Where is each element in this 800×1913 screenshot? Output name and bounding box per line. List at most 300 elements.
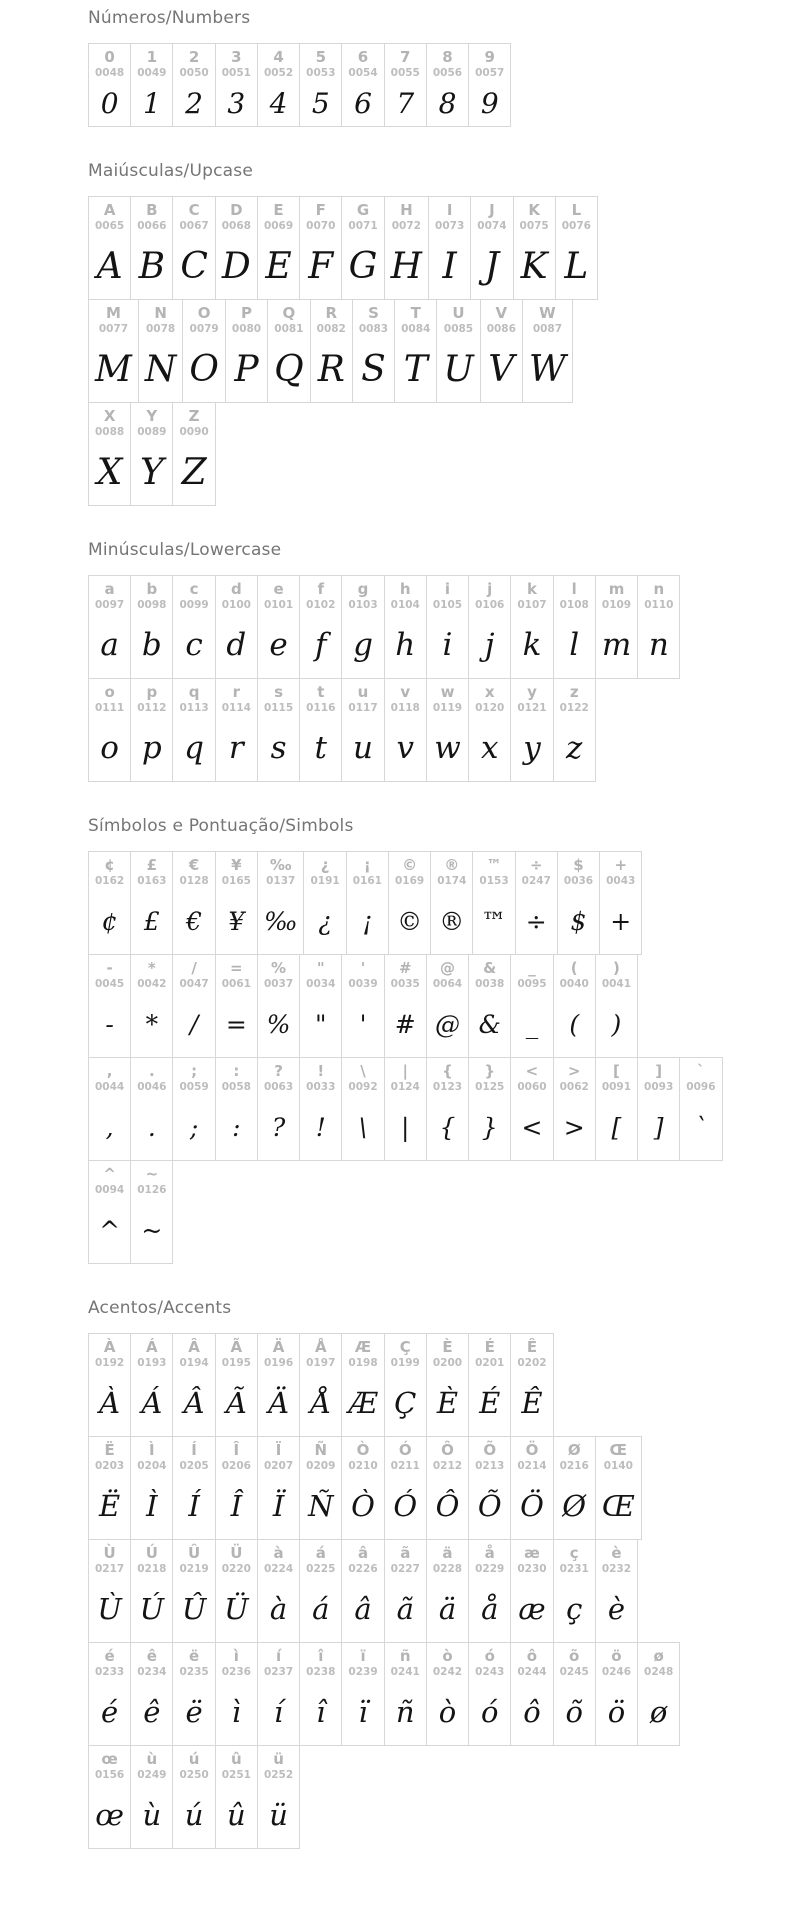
cell-unicode-label: 0162 xyxy=(95,874,125,887)
cell-glyph-preview: è xyxy=(607,1592,626,1627)
font-sections xyxy=(88,8,760,1849)
glyph-cell xyxy=(257,575,300,679)
cell-character-label: ¥ xyxy=(231,856,242,874)
section-numbers xyxy=(88,8,760,127)
cell-character-label: B xyxy=(146,201,158,219)
cell-character-label: E xyxy=(273,201,284,219)
cell-glyph-preview: Z xyxy=(181,451,207,493)
cell-unicode-label: 0084 xyxy=(401,322,431,335)
cell-unicode-label: 0224 xyxy=(263,1562,294,1575)
cell-glyph-preview: í xyxy=(273,1695,284,1730)
cell-unicode-label: 0039 xyxy=(348,977,378,990)
cell-glyph-preview: # xyxy=(394,1010,416,1040)
cell-unicode-label: 0116 xyxy=(306,701,336,714)
glyph-cell xyxy=(215,678,258,782)
cell-character-label: ( xyxy=(570,959,578,977)
cell-character-label: p xyxy=(146,683,158,701)
glyph-cell xyxy=(130,1160,173,1264)
cell-character-label: t xyxy=(317,683,325,701)
cell-character-label: & xyxy=(483,959,497,977)
glyph-cell xyxy=(555,196,598,300)
cell-glyph-preview: ) xyxy=(611,1010,622,1040)
cell-glyph-preview: ! xyxy=(315,1113,326,1143)
cell-glyph-preview: ä xyxy=(438,1592,457,1627)
cell-character-label: z xyxy=(569,683,579,701)
cell-unicode-label: 0229 xyxy=(475,1562,505,1575)
glyph-cell xyxy=(384,43,427,127)
glyph-cell xyxy=(88,1057,131,1161)
glyph-cell xyxy=(426,1436,469,1540)
glyph-cell xyxy=(130,1745,173,1849)
cell-unicode-label: 0232 xyxy=(601,1562,632,1575)
cell-character-label: 7 xyxy=(400,48,411,66)
glyph-cell xyxy=(182,299,226,403)
glyph-cell xyxy=(130,954,173,1058)
cell-glyph-preview: B xyxy=(138,245,166,287)
cell-character-label: œ xyxy=(101,1750,118,1768)
cell-unicode-label: 0195 xyxy=(221,1356,251,1369)
cell-unicode-label: 0062 xyxy=(559,1080,589,1093)
glyph-cell xyxy=(88,402,131,506)
cell-character-label: å xyxy=(484,1544,495,1562)
cell-glyph-preview: , xyxy=(105,1113,114,1143)
glyph-cell xyxy=(172,43,215,127)
cell-glyph-preview: ' xyxy=(359,1010,367,1040)
cell-unicode-label: 0053 xyxy=(306,66,336,79)
cell-glyph-preview: œ xyxy=(95,1798,124,1833)
glyph-cell xyxy=(257,196,300,300)
cell-glyph-preview: ü xyxy=(269,1798,288,1833)
cell-character-label: @ xyxy=(439,959,455,977)
glyph-cell xyxy=(595,1436,642,1540)
cell-unicode-label: 0200 xyxy=(432,1356,463,1369)
cell-unicode-label: 0115 xyxy=(263,701,294,714)
cell-unicode-label: 0077 xyxy=(98,322,129,335)
glyph-cell xyxy=(88,43,131,127)
glyph-row xyxy=(88,1539,760,1643)
glyph-cell xyxy=(341,1436,384,1540)
cell-unicode-label: 0044 xyxy=(95,1080,125,1093)
cell-glyph-preview: e xyxy=(269,627,288,664)
cell-character-label: m xyxy=(608,580,625,598)
cell-glyph-preview: 2 xyxy=(185,86,203,120)
glyph-cell xyxy=(595,1642,638,1746)
cell-unicode-label: 0174 xyxy=(437,874,467,887)
cell-glyph-preview: ¿ xyxy=(318,907,332,937)
cell-character-label: $ xyxy=(573,856,584,874)
glyph-row xyxy=(88,1642,760,1746)
cell-character-label: f xyxy=(317,580,325,598)
cell-character-label: ` xyxy=(697,1062,705,1080)
cell-character-label: ñ xyxy=(399,1647,411,1665)
cell-character-label: 8 xyxy=(442,48,453,66)
cell-unicode-label: 0198 xyxy=(348,1356,378,1369)
cell-unicode-label: 0042 xyxy=(137,977,167,990)
glyph-cell xyxy=(257,43,300,127)
cell-unicode-label: 0078 xyxy=(146,322,176,335)
glyph-cell xyxy=(595,575,638,679)
cell-character-label: É xyxy=(484,1338,495,1356)
cell-glyph-preview: î xyxy=(316,1695,326,1730)
cell-unicode-label: 0094 xyxy=(95,1183,125,1196)
cell-glyph-preview: x xyxy=(480,730,499,767)
cell-unicode-label: 0108 xyxy=(559,598,589,611)
cell-character-label: n xyxy=(653,580,665,598)
cell-glyph-preview: T xyxy=(403,348,428,390)
cell-unicode-label: 0040 xyxy=(559,977,589,990)
cell-character-label: è xyxy=(611,1544,622,1562)
glyph-cell xyxy=(130,196,173,300)
cell-character-label: Ã xyxy=(230,1338,243,1356)
cell-unicode-label: 0219 xyxy=(179,1562,209,1575)
cell-character-label: õ xyxy=(569,1647,580,1665)
cell-character-label: 2 xyxy=(188,48,200,66)
cell-character-label: 9 xyxy=(484,48,495,66)
cell-unicode-label: 0248 xyxy=(644,1665,674,1678)
cell-glyph-preview: Ã xyxy=(225,1386,247,1421)
cell-unicode-label: 0235 xyxy=(179,1665,209,1678)
cell-unicode-label: 0197 xyxy=(306,1356,336,1369)
cell-character-label: é xyxy=(104,1647,115,1665)
glyph-cell xyxy=(426,1642,469,1746)
cell-unicode-label: 0205 xyxy=(179,1459,209,1472)
cell-glyph-preview: K xyxy=(520,245,548,287)
cell-unicode-label: 0228 xyxy=(432,1562,463,1575)
cell-character-label: = xyxy=(230,959,243,977)
cell-glyph-preview: ^ xyxy=(99,1216,121,1246)
cell-unicode-label: 0083 xyxy=(358,322,389,335)
glyph-cell xyxy=(172,678,215,782)
cell-glyph-preview: ù xyxy=(142,1798,162,1833)
cell-unicode-label: 0191 xyxy=(310,874,340,887)
cell-character-label: 6 xyxy=(357,48,369,66)
cell-unicode-label: 0118 xyxy=(390,701,420,714)
glyph-cell xyxy=(299,196,342,300)
cell-unicode-label: 0212 xyxy=(432,1459,463,1472)
cell-character-label: x xyxy=(484,683,495,701)
cell-character-label: \ xyxy=(360,1062,366,1080)
cell-character-label: | xyxy=(402,1062,408,1080)
glyph-cell xyxy=(172,1539,215,1643)
glyph-row xyxy=(88,43,760,127)
cell-glyph-preview: w xyxy=(434,730,461,767)
cell-unicode-label: 0035 xyxy=(390,977,420,990)
cell-glyph-preview: ® xyxy=(439,907,465,937)
glyph-cell xyxy=(299,575,342,679)
cell-glyph-preview: < xyxy=(521,1113,543,1143)
cell-glyph-preview: Ù xyxy=(97,1592,122,1627)
glyph-cell xyxy=(470,196,513,300)
cell-unicode-label: 0119 xyxy=(432,701,463,714)
cell-character-label: í xyxy=(275,1647,282,1665)
cell-character-label: X xyxy=(103,407,116,425)
cell-character-label: Ø xyxy=(567,1441,581,1459)
cell-unicode-label: 0071 xyxy=(348,219,378,232)
cell-unicode-label: 0111 xyxy=(95,701,125,714)
cell-glyph-preview: Ü xyxy=(224,1592,249,1627)
cell-glyph-preview: z xyxy=(566,730,583,767)
cell-character-label: ø xyxy=(653,1647,664,1665)
glyph-cell xyxy=(88,851,131,955)
cell-glyph-preview: Í xyxy=(188,1489,200,1524)
glyph-cell xyxy=(510,1057,553,1161)
cell-character-label: â xyxy=(357,1544,369,1562)
cell-unicode-label: 0093 xyxy=(644,1080,674,1093)
glyph-cell xyxy=(215,196,258,300)
cell-glyph-preview: © xyxy=(397,907,423,937)
glyph-row xyxy=(88,402,760,506)
cell-glyph-preview: c xyxy=(185,627,203,664)
cell-glyph-preview: j xyxy=(484,627,495,664)
cell-glyph-preview: 5 xyxy=(311,86,330,120)
section-lowercase xyxy=(88,540,760,782)
cell-character-label: ‰ xyxy=(269,856,292,874)
cell-glyph-preview: . xyxy=(147,1113,156,1143)
cell-unicode-label: 0076 xyxy=(561,219,591,232)
cell-character-label: Æ xyxy=(354,1338,372,1356)
glyph-cell xyxy=(384,196,429,300)
cell-glyph-preview: d xyxy=(226,627,247,664)
cell-glyph-preview: Î xyxy=(230,1489,243,1524)
cell-character-label: > xyxy=(567,1062,581,1080)
cell-glyph-preview: q xyxy=(184,730,205,767)
cell-glyph-preview: 6 xyxy=(354,86,372,120)
cell-glyph-preview: D xyxy=(221,245,251,287)
cell-character-label: N xyxy=(154,304,167,322)
cell-unicode-label: 0204 xyxy=(137,1459,167,1472)
glyph-cell xyxy=(130,43,173,127)
cell-character-label: S xyxy=(368,304,379,322)
cell-glyph-preview: V xyxy=(488,348,515,390)
cell-character-label: d xyxy=(230,580,242,598)
cell-unicode-label: 0250 xyxy=(179,1768,209,1781)
glyph-cell xyxy=(299,954,342,1058)
glyph-cell xyxy=(426,1333,469,1437)
cell-unicode-label: 0038 xyxy=(475,977,505,990)
cell-glyph-preview: H xyxy=(390,245,423,287)
cell-unicode-label: 0239 xyxy=(348,1665,378,1678)
cell-unicode-label: 0082 xyxy=(316,322,346,335)
glyph-cell xyxy=(468,1057,511,1161)
cell-character-label: ù xyxy=(146,1750,158,1768)
cell-character-label: ® xyxy=(444,856,460,874)
cell-character-label: ~ xyxy=(145,1165,159,1183)
glyph-cell xyxy=(468,1539,511,1643)
cell-character-label: Ó xyxy=(398,1441,412,1459)
glyph-cell xyxy=(468,1333,511,1437)
cell-unicode-label: 0225 xyxy=(306,1562,336,1575)
cell-character-label: D xyxy=(230,201,243,219)
cell-character-label: M xyxy=(105,304,121,322)
cell-character-label: 4 xyxy=(273,48,284,66)
cell-glyph-preview: f xyxy=(315,627,327,664)
cell-glyph-preview: ¥ xyxy=(228,907,245,937)
glyph-cell xyxy=(480,299,523,403)
cell-glyph-preview: Â xyxy=(183,1386,205,1421)
cell-character-label: 3 xyxy=(231,48,242,66)
cell-glyph-preview: + xyxy=(610,907,632,937)
cell-glyph-preview: 9 xyxy=(480,86,499,120)
cell-unicode-label: 0064 xyxy=(432,977,463,990)
glyph-cell xyxy=(388,851,431,955)
cell-glyph-preview: k xyxy=(522,627,542,664)
glyph-cell xyxy=(679,1057,722,1161)
cell-character-label: ™ xyxy=(486,856,502,874)
cell-character-label: ò xyxy=(442,1647,453,1665)
cell-glyph-preview: = xyxy=(225,1010,247,1040)
glyph-cell xyxy=(515,851,558,955)
glyph-cell xyxy=(172,851,215,955)
cell-character-label: y xyxy=(527,683,537,701)
cell-character-label: U xyxy=(452,304,465,322)
cell-unicode-label: 0054 xyxy=(348,66,378,79)
cell-character-label: T xyxy=(410,304,421,322)
cell-character-label: o xyxy=(104,683,115,701)
cell-character-label: ì xyxy=(233,1647,239,1665)
glyph-cell xyxy=(215,1642,258,1746)
glyph-row xyxy=(88,196,760,300)
glyph-cell xyxy=(341,954,384,1058)
section-symbols xyxy=(88,816,760,1264)
cell-unicode-label: 0092 xyxy=(348,1080,378,1093)
cell-glyph-preview: Æ xyxy=(348,1386,378,1421)
cell-character-label: ë xyxy=(188,1647,200,1665)
glyph-cell xyxy=(299,43,342,127)
cell-unicode-label: 0080 xyxy=(231,322,262,335)
cell-unicode-label: 0165 xyxy=(221,874,251,887)
glyph-cell xyxy=(341,1539,384,1643)
glyph-cell xyxy=(384,575,427,679)
cell-unicode-label: 0043 xyxy=(606,874,636,887)
cell-character-label: ¡ xyxy=(363,856,371,874)
glyph-cell xyxy=(130,851,173,955)
cell-unicode-label: 0046 xyxy=(137,1080,167,1093)
cell-glyph-preview: 8 xyxy=(438,86,457,120)
glyph-cell xyxy=(341,43,384,127)
glyph-cell xyxy=(472,851,515,955)
cell-glyph-preview: õ xyxy=(565,1695,583,1730)
cell-glyph-preview: a xyxy=(100,627,119,664)
section-title: Símbolos e Pontuação/Simbols xyxy=(88,816,354,836)
cell-character-label: ^ xyxy=(103,1165,116,1183)
cell-character-label: < xyxy=(525,1062,539,1080)
cell-character-label: ¿ xyxy=(320,856,330,874)
glyph-row xyxy=(88,954,760,1058)
cell-glyph-preview: Ç xyxy=(394,1386,417,1421)
glyph-cell xyxy=(88,678,131,782)
cell-character-label: b xyxy=(146,580,158,598)
cell-unicode-label: 0245 xyxy=(559,1665,589,1678)
cell-character-label: - xyxy=(106,959,113,977)
cell-character-label: € xyxy=(188,856,200,874)
cell-character-label: q xyxy=(188,683,200,701)
cell-glyph-preview: Û xyxy=(181,1592,207,1627)
glyph-cell xyxy=(257,1539,300,1643)
cell-glyph-preview: å xyxy=(481,1592,499,1627)
cell-glyph-preview: ê xyxy=(143,1695,161,1730)
cell-character-label: Z xyxy=(188,407,200,425)
glyph-cell xyxy=(215,575,258,679)
cell-character-label: j xyxy=(487,580,493,598)
glyph-cell xyxy=(215,1539,258,1643)
cell-glyph-preview: & xyxy=(478,1010,501,1040)
cell-character-label: C xyxy=(188,201,200,219)
glyph-cell xyxy=(215,851,258,955)
cell-glyph-preview: ; xyxy=(189,1113,199,1143)
glyph-cell xyxy=(384,1333,427,1437)
cell-character-label: P xyxy=(241,304,252,322)
section-title: Minúsculas/Lowercase xyxy=(88,540,282,560)
glyph-cell xyxy=(172,1333,215,1437)
glyph-cell xyxy=(553,575,596,679)
cell-glyph-preview: ? xyxy=(271,1113,286,1143)
cell-glyph-preview: ú xyxy=(184,1798,204,1833)
glyph-cell xyxy=(88,1160,131,1264)
cell-unicode-label: 0218 xyxy=(137,1562,167,1575)
cell-unicode-label: 0088 xyxy=(95,425,125,438)
cell-unicode-label: 0140 xyxy=(603,1459,633,1472)
glyph-cell xyxy=(510,1539,553,1643)
cell-character-label: g xyxy=(357,580,369,598)
glyph-row xyxy=(88,678,760,782)
cell-glyph-preview: û xyxy=(226,1798,246,1833)
cell-glyph-preview: ô xyxy=(523,1695,541,1730)
cell-glyph-preview: b xyxy=(141,627,162,664)
glyph-cell xyxy=(299,1057,342,1161)
glyph-cell xyxy=(267,299,311,403)
cell-unicode-label: 0070 xyxy=(306,219,336,232)
cell-glyph-preview: " xyxy=(315,1010,327,1040)
cell-character-label: , xyxy=(106,1062,113,1080)
cell-glyph-preview: s xyxy=(270,730,287,767)
cell-glyph-preview: 0 xyxy=(100,86,119,120)
cell-character-label: G xyxy=(356,201,370,219)
cell-character-label: s xyxy=(274,683,284,701)
cell-character-label: È xyxy=(442,1338,453,1356)
glyph-cell xyxy=(172,1642,215,1746)
cell-character-label: ' xyxy=(360,959,366,977)
cell-unicode-label: 0227 xyxy=(390,1562,420,1575)
cell-unicode-label: 0052 xyxy=(263,66,294,79)
cell-unicode-label: 0206 xyxy=(221,1459,251,1472)
cell-character-label: Ö xyxy=(525,1441,539,1459)
glyph-cell xyxy=(341,575,384,679)
cell-unicode-label: 0169 xyxy=(394,874,425,887)
cell-unicode-label: 0072 xyxy=(391,219,421,232)
cell-unicode-label: 0242 xyxy=(432,1665,463,1678)
cell-glyph-preview: ï xyxy=(358,1695,368,1730)
cell-unicode-label: 0099 xyxy=(179,598,209,611)
cell-glyph-preview: È xyxy=(436,1386,459,1421)
section-title: Acentos/Accents xyxy=(88,1298,232,1318)
glyph-cell xyxy=(553,1642,596,1746)
cell-unicode-label: 0089 xyxy=(137,425,167,438)
cell-character-label: A xyxy=(103,201,116,219)
cell-character-label: £ xyxy=(146,856,158,874)
section-accents xyxy=(88,1298,760,1849)
cell-unicode-label: 0086 xyxy=(486,322,516,335)
cell-glyph-preview: ™ xyxy=(481,907,507,937)
cell-unicode-label: 0244 xyxy=(517,1665,547,1678)
cell-glyph-preview: ö xyxy=(607,1695,626,1730)
cell-glyph-preview: t xyxy=(314,730,328,767)
glyph-cell xyxy=(384,678,427,782)
cell-character-label: Ô xyxy=(441,1441,454,1459)
cell-unicode-label: 0065 xyxy=(95,219,125,232)
cell-glyph-preview: G xyxy=(348,245,378,287)
glyph-cell xyxy=(637,1642,680,1746)
cell-unicode-label: 0120 xyxy=(475,701,505,714)
